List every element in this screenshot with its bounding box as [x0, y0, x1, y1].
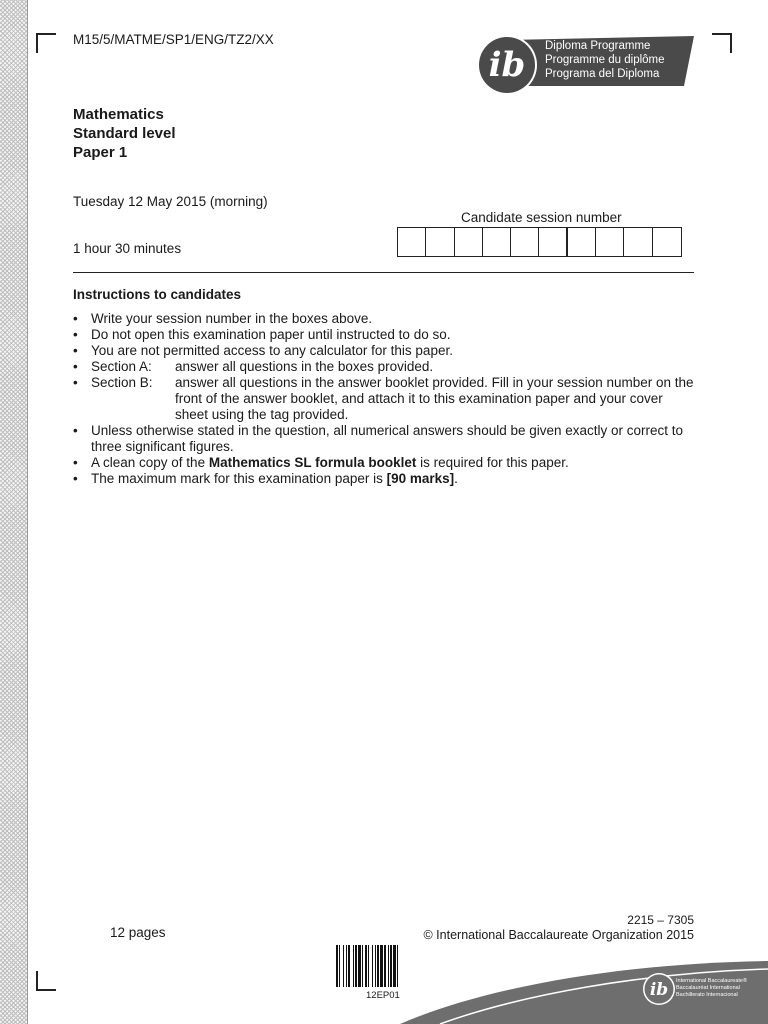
- bullet: •: [73, 311, 78, 326]
- candidate-session-boxes: [397, 227, 682, 257]
- barcode-bar: [358, 945, 361, 987]
- barcode-bar: [353, 945, 354, 987]
- barcode-bar: [375, 945, 376, 987]
- section-b-label: Section B:: [91, 375, 153, 390]
- barcode-bar: [355, 945, 357, 987]
- barcode-bar: [393, 945, 396, 987]
- instructions-list: [73, 311, 698, 487]
- session-digit-box[interactable]: [398, 228, 426, 256]
- session-digit-box[interactable]: [568, 228, 596, 256]
- barcode-bar: [384, 945, 386, 987]
- header-divider: [73, 272, 694, 273]
- crop-mark-top-left: [36, 33, 56, 53]
- session-digit-box[interactable]: [511, 228, 539, 256]
- bullet: •: [73, 327, 78, 342]
- barcode-bar: [365, 945, 367, 987]
- bullet: •: [73, 471, 78, 486]
- barcode-bar: [377, 945, 379, 987]
- crop-mark-top-right: [712, 33, 732, 53]
- subject-title: Mathematics: [73, 106, 164, 123]
- section-a-text: answer all questions in the boxes provided.: [175, 359, 434, 374]
- instruction-item-max-mark: • The maximum mark for this examination paper is [90 marks].: [73, 471, 458, 486]
- bullet: •: [73, 375, 78, 390]
- barcode-bar: [368, 945, 369, 987]
- barcode-bar: [346, 945, 347, 987]
- ib-monogram-small: ib: [649, 980, 669, 1000]
- ib-monogram: ib: [488, 45, 526, 85]
- left-hatched-margin: [0, 0, 28, 1024]
- barcode-bar: [362, 945, 363, 987]
- logo-line: Programa del Diploma: [545, 68, 660, 80]
- crop-mark-bottom-left: [36, 971, 56, 991]
- barcode-bar: [343, 945, 344, 987]
- session-digit-box[interactable]: [539, 228, 567, 256]
- barcode-bar: [397, 945, 398, 987]
- instruction-item-numerical: • Unless otherwise stated in the question, all numerical answers should be given exactly or correct to three significant figures.: [73, 423, 684, 454]
- level-title: Standard level: [73, 125, 176, 142]
- max-mark-value: [90 marks]: [386, 471, 455, 486]
- formula-booklet-name: Mathematics SL formula booklet: [208, 455, 417, 470]
- session-digit-box[interactable]: [624, 228, 652, 256]
- instruction-item-booklet: • A clean copy of the Mathematics SL formula booklet is required for this paper.: [73, 455, 569, 470]
- footer-code: 2215 – 7305: [627, 913, 694, 927]
- instruction-item: • Do not open this examination paper until instructed to do so.: [73, 327, 451, 342]
- instruction-item-section-b: [73, 375, 698, 423]
- session-digit-box[interactable]: [653, 228, 681, 256]
- barcode-bar: [339, 945, 340, 987]
- barcode-bar: [336, 945, 338, 987]
- exam-duration: 1 hour 30 minutes: [73, 241, 182, 256]
- section-a-label: Section A:: [91, 359, 152, 374]
- section-b-text: answer all questions in the answer booklet provided. Fill in your session number on the front of the answer booklet, and attach it to this examination paper and your cover sheet using the tag provided.: [175, 375, 694, 422]
- barcode-bar: [348, 945, 350, 987]
- session-digit-box[interactable]: [426, 228, 454, 256]
- exam-date: Tuesday 12 May 2015 (morning): [73, 194, 268, 209]
- bullet: •: [73, 343, 78, 358]
- barcode-bar: [380, 945, 383, 987]
- barcode-bar: [372, 945, 373, 987]
- logo-line: Programme du diplôme: [545, 54, 665, 66]
- logo-text: [545, 39, 665, 81]
- ib-organization-names: International Baccalaureate® Baccalauréat International Bachillerato Internacional: [676, 978, 748, 998]
- instruction-item-section-a: [73, 359, 698, 375]
- session-digit-box[interactable]: [483, 228, 511, 256]
- paper-title: Paper 1: [73, 144, 128, 161]
- bullet: •: [73, 455, 78, 470]
- session-digit-box[interactable]: [455, 228, 483, 256]
- paper-code: M15/5/MATME/SP1/ENG/TZ2/XX: [73, 32, 274, 47]
- candidate-session-label: Candidate session number: [461, 210, 622, 225]
- barcode-bar: [390, 945, 392, 987]
- bullet: •: [73, 423, 78, 438]
- barcode-bar: [388, 945, 389, 987]
- barcode-text: 12EP01: [366, 990, 400, 1001]
- copyright: © International Baccalaureate Organization 2015: [423, 928, 694, 942]
- instructions-title: Instructions to candidates: [73, 287, 242, 302]
- session-digit-box[interactable]: [596, 228, 624, 256]
- logo-line: Diploma Programme: [545, 40, 651, 52]
- bullet: •: [73, 359, 78, 374]
- page-count: 12 pages: [110, 925, 166, 940]
- instruction-item: • Write your session number in the boxes above.: [73, 311, 373, 326]
- instruction-item: • You are not permitted access to any calculator for this paper.: [73, 343, 453, 358]
